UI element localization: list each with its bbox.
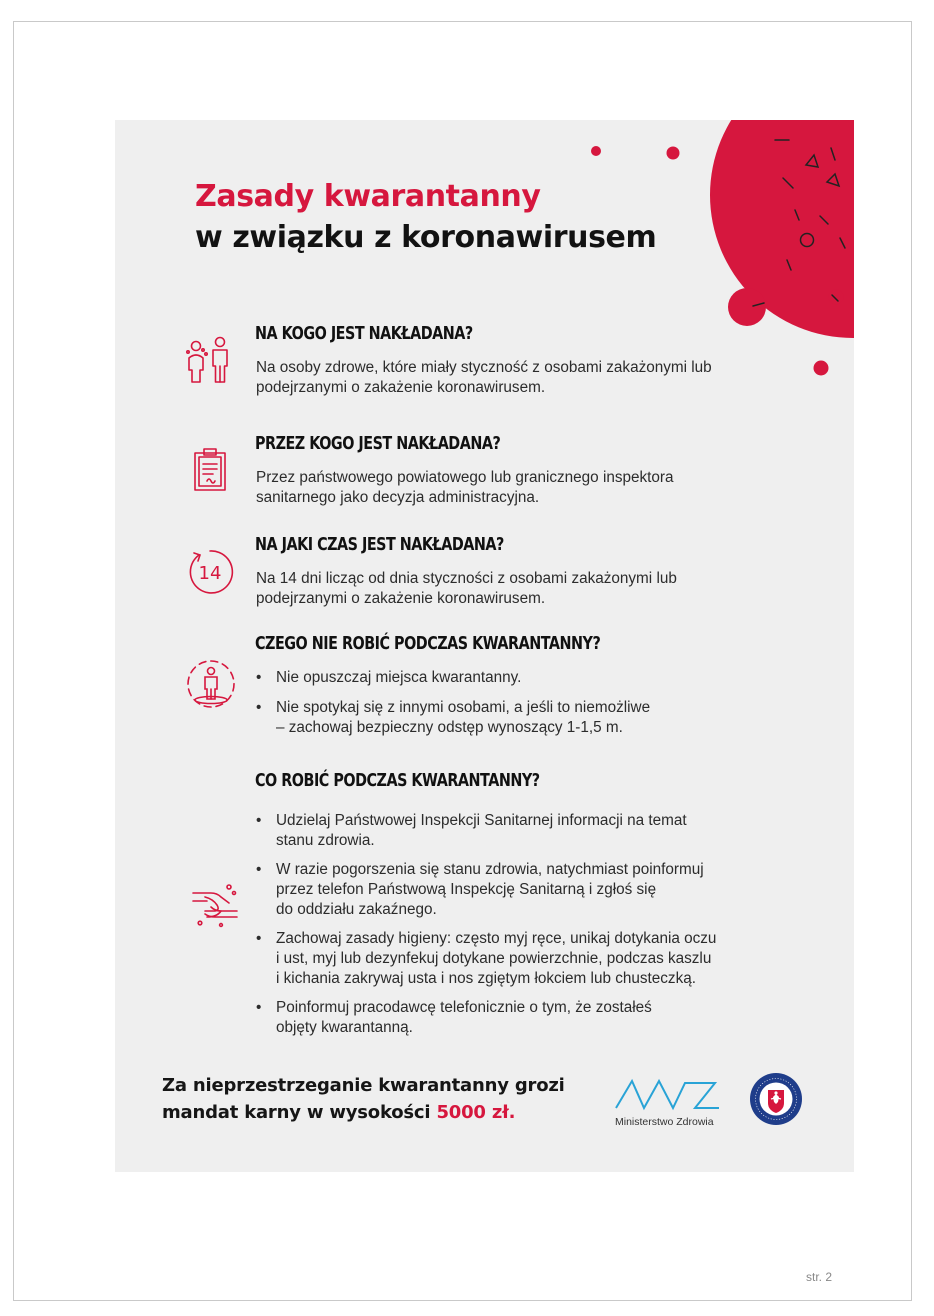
ministry-of-health-logo-icon (615, 1075, 719, 1113)
14-days-icon-label: 14 (198, 563, 222, 584)
penalty-line-1: Za nieprzestrzeganie kwarantanny grozi (162, 1075, 565, 1096)
section-duration-text: Na 14 dni licząc od dnia styczności z osobami zakażonymi lub podejrzanymi o zakażenie koronawirusem. (256, 570, 677, 607)
section-duration (115, 533, 854, 623)
isolation-icon (185, 658, 237, 710)
hand-washing-icon (191, 881, 239, 929)
section-dont (115, 632, 854, 752)
ministry-label: Ministerstwo Zdrowia (615, 1116, 714, 1128)
poster-title (195, 176, 656, 258)
clipboard-icon (193, 448, 227, 492)
penalty-amount: 5000 zł. (436, 1102, 516, 1123)
14-days-icon (185, 547, 235, 597)
section-do-list (256, 811, 716, 1038)
section-dont-list (256, 668, 650, 738)
section-who (115, 322, 854, 412)
quarantine-poster (115, 120, 854, 1172)
title-line-2: w związku z koronawirusem (195, 220, 657, 255)
page-number: str. 2 (806, 1270, 833, 1284)
list-item: • Nie spotykaj się z innymi osobami, a jeśli to niemożliwe – zachowaj bezpieczny odstęp wynoszący 1-1,5 m. (256, 698, 650, 738)
section-who-heading: NA KOGO JEST NAKŁADANA? (255, 324, 473, 344)
list-item: • W razie pogorszenia się stanu zdrowia, natychmiast poinformuj przez telefon Państwową Inspekcję Sanitarną i zgłoś się do oddziału zakaźnego. (256, 860, 716, 920)
penalty-notice (162, 1072, 565, 1126)
penalty-line-2-prefix: mandat karny w wysokości (162, 1102, 437, 1123)
list-item: • Poinformuj pracodawcę telefonicznie o tym, że zostałeś objęty kwarantanną. (256, 998, 716, 1038)
title-line-1: Zasady kwarantanny (195, 179, 541, 214)
section-do-heading: CO ROBIĆ PODCZAS KWARANTANNY? (255, 771, 540, 791)
section-do (115, 769, 854, 1049)
sanitary-inspection-seal-icon (749, 1072, 803, 1126)
section-by-whom (115, 432, 854, 522)
section-who-text: Na osoby zdrowe, które miały styczność z osobami zakażonymi lub podejrzanymi o zakażenie koronawirusem. (256, 359, 712, 396)
page-frame (13, 21, 912, 1301)
people-icon (185, 336, 235, 384)
section-by-whom-text: Przez państwowego powiatowego lub granicznego inspektora sanitarnego jako decyzja administracyjna. (256, 469, 674, 506)
section-by-whom-heading: PRZEZ KOGO JEST NAKŁADANA? (255, 434, 501, 454)
list-item: • Udzielaj Państwowej Inspekcji Sanitarnej informacji na temat stanu zdrowia. (256, 811, 716, 851)
list-item: • Nie opuszczaj miejsca kwarantanny. (256, 668, 650, 688)
section-dont-heading: CZEGO NIE ROBIĆ PODCZAS KWARANTANNY? (255, 634, 601, 654)
list-item: • Zachowaj zasady higieny: często myj ręce, unikaj dotykania oczu i ust, myj lub dezynfekuj dotykane powierzchnie, podczas kaszlu i kichania zakrywaj usta i nos zgiętym łokciem lub chusteczką. (256, 929, 716, 989)
section-duration-heading: NA JAKI CZAS JEST NAKŁADANA? (255, 535, 504, 555)
